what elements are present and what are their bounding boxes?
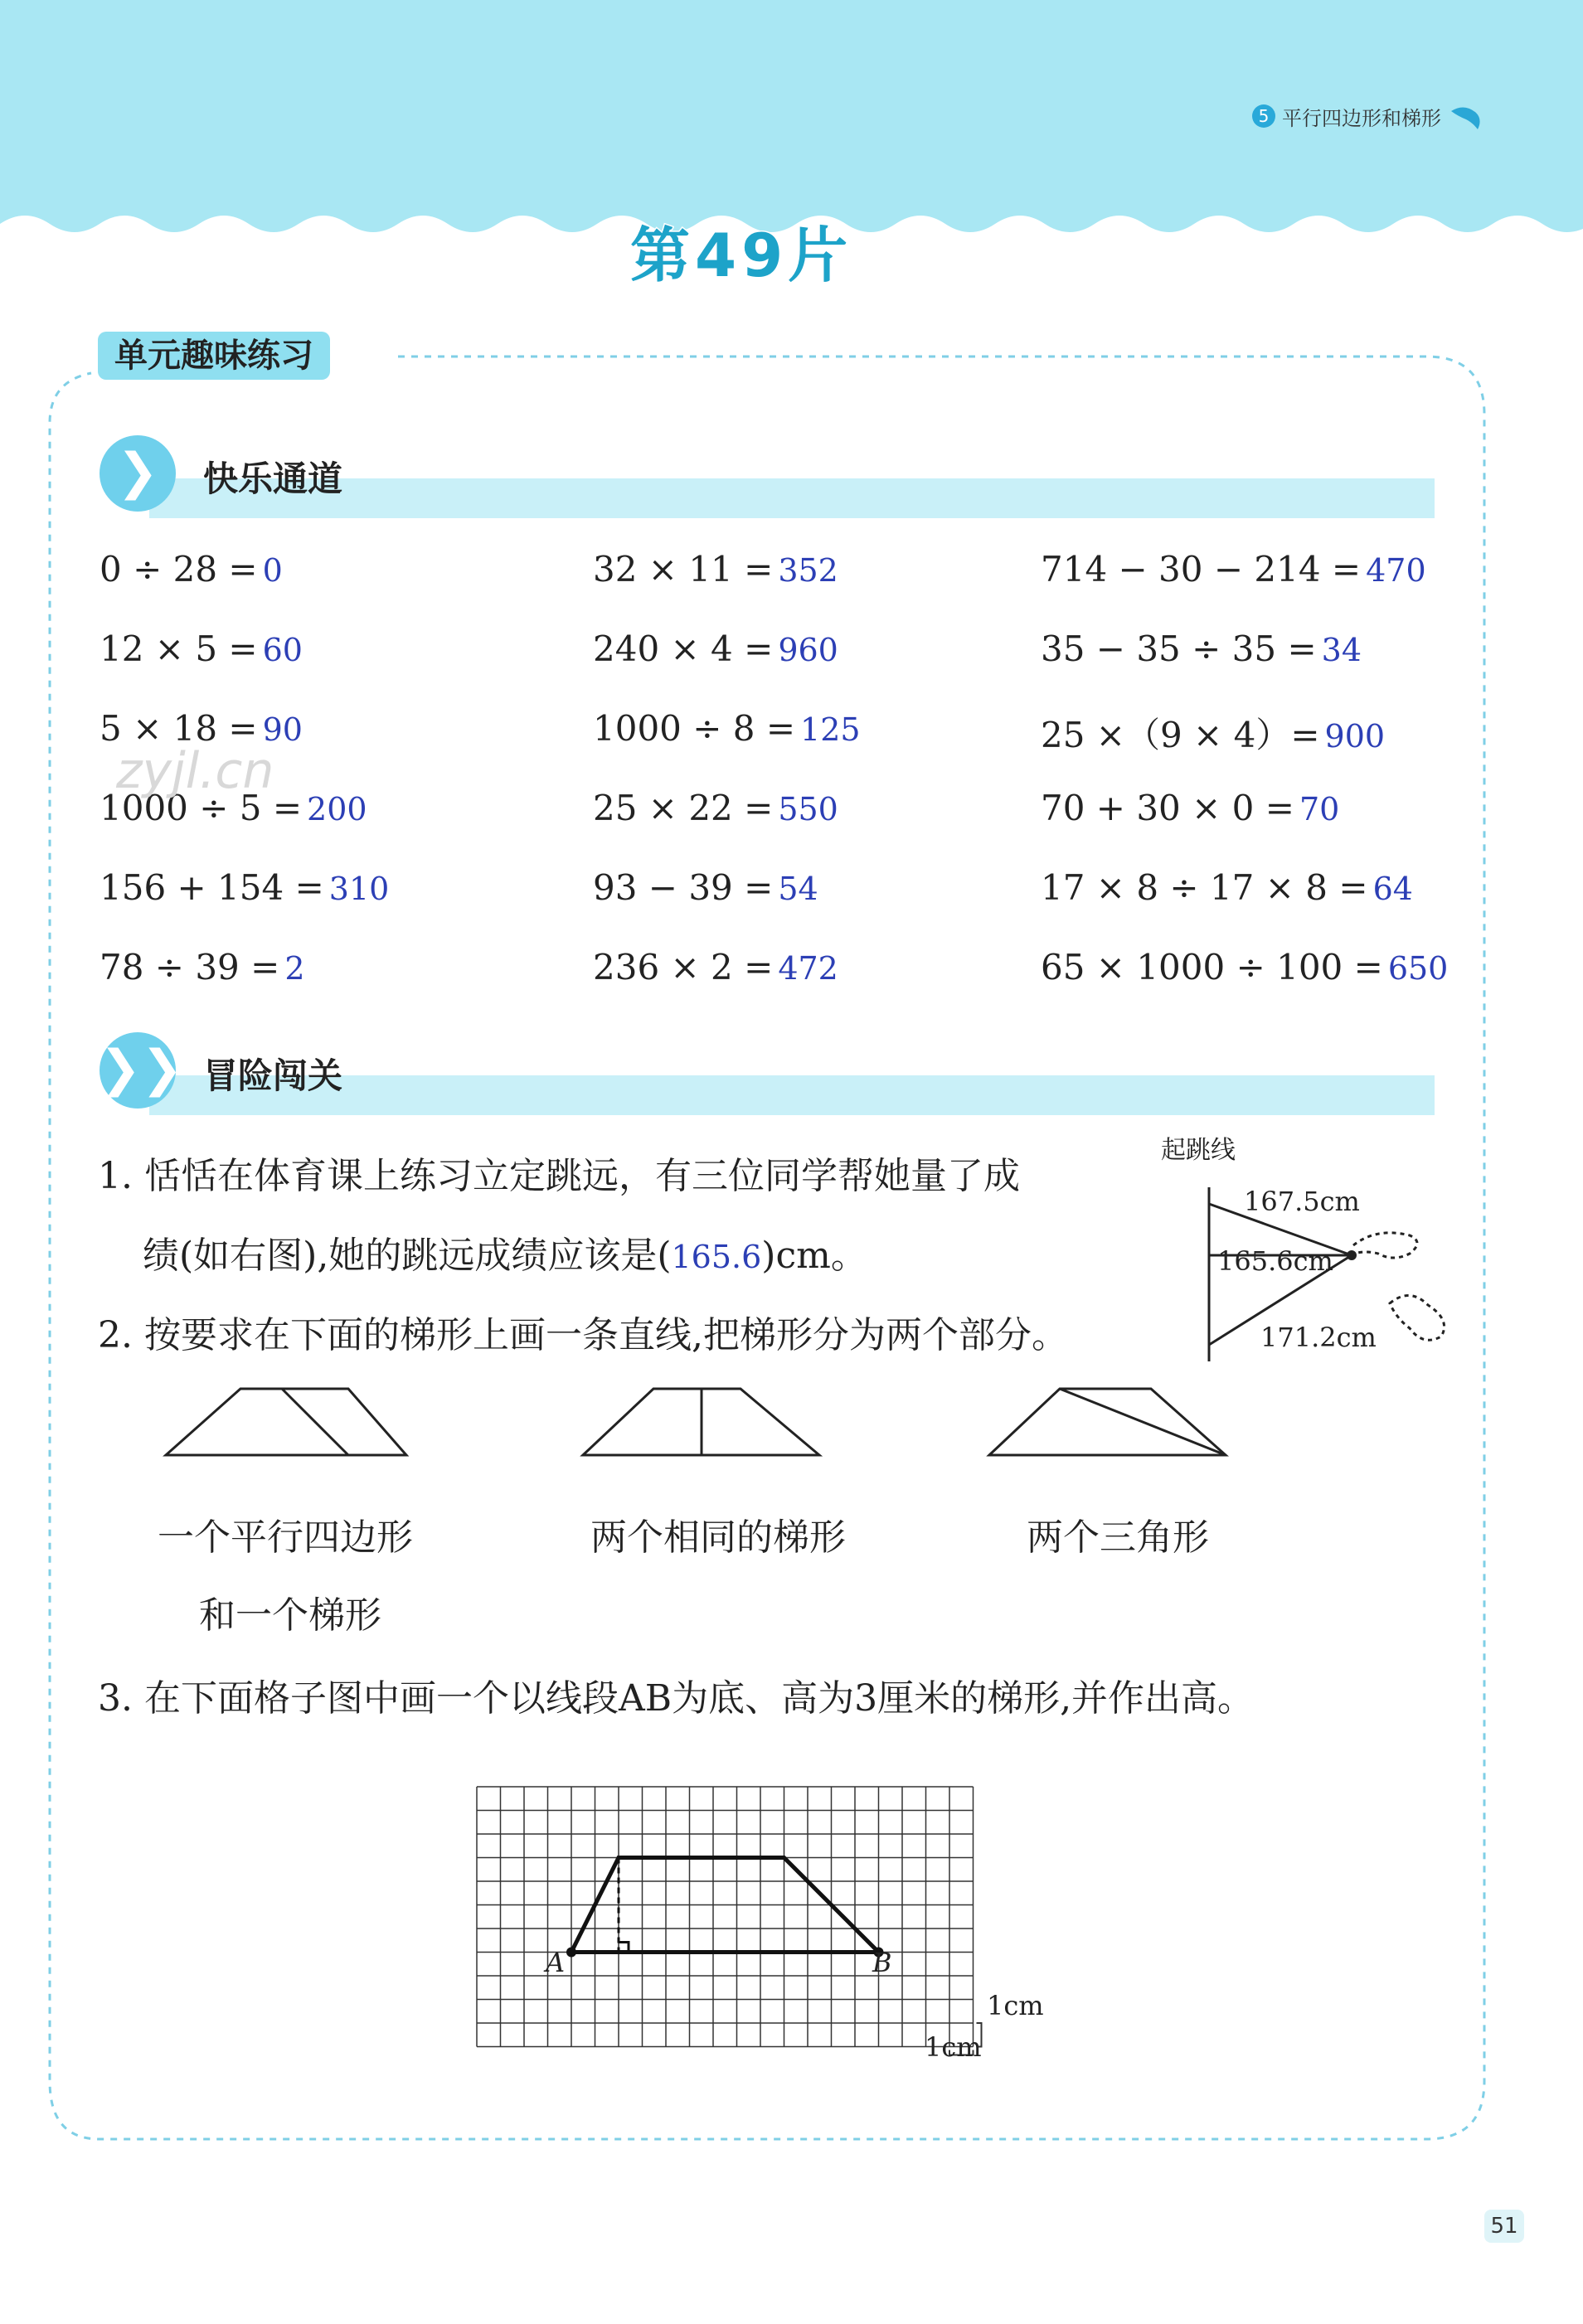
grid-figure	[473, 1783, 1053, 2064]
caption-3: 两个三角形	[1027, 1516, 1209, 1559]
subsection-title-happy: 快乐通道	[203, 458, 343, 499]
equation: 78 ÷ 39 = 2	[100, 947, 305, 987]
measure-label: 171.2cm	[1260, 1322, 1377, 1353]
equation: 714 − 30 − 214 = 470	[1041, 549, 1426, 589]
equation: 240 × 4 = 960	[593, 628, 838, 669]
page-title: 第49片	[630, 221, 853, 290]
question-1-answer: 165.6	[671, 1239, 762, 1275]
trapezoid-2	[579, 1385, 828, 1459]
equation: 70 + 30 × 0 = 70	[1041, 788, 1340, 828]
equation: 17 × 8 ÷ 17 × 8 = 64	[1041, 867, 1413, 908]
equation: 25 × 22 = 550	[593, 788, 838, 828]
point-b-label: B	[872, 1947, 892, 1978]
trapezoid-1	[162, 1385, 419, 1459]
equation: 1000 ÷ 8 = 125	[593, 708, 861, 749]
start-line-label: 起跳线	[1161, 1136, 1236, 1165]
equation: 0 ÷ 28 = 0	[100, 549, 283, 589]
grid-drawing	[473, 1783, 1053, 2064]
chapter-number: 5	[1252, 104, 1275, 128]
measure-label: 167.5cm	[1244, 1186, 1360, 1217]
equation: 5 × 18 = 90	[100, 708, 303, 749]
question-2: 2. 按要求在下面的梯形上画一条直线,把梯形分为两个部分。	[98, 1314, 1068, 1356]
question-3: 3. 在下面格子图中画一个以线段AB为底、高为3厘米的梯形,并作出高。	[98, 1677, 1255, 1720]
equation: 93 − 39 = 54	[593, 867, 818, 908]
equation: 1000 ÷ 5 = 200	[100, 788, 367, 828]
double-chevron-right-icon: ❯❯	[100, 1032, 176, 1109]
point-a-label: A	[546, 1947, 566, 1978]
bird-icon	[1448, 98, 1484, 134]
equation: 65 × 1000 ÷ 100 = 650	[1041, 947, 1449, 987]
unit-vertical-label: 1cm	[987, 1990, 1044, 2021]
chapter-label	[1252, 98, 1484, 134]
caption-2: 两个相同的梯形	[590, 1516, 846, 1559]
page-number: 51	[1484, 2210, 1524, 2243]
equation: 12 × 5 = 60	[100, 628, 303, 669]
unit-horizontal-label: 1cm	[925, 2031, 982, 2063]
equation: 32 × 11 = 352	[593, 549, 838, 589]
equation: 25 ×（9 × 4）= 900	[1041, 715, 1386, 755]
equation: 236 × 2 = 472	[593, 947, 838, 987]
chapter-title: 平行四边形和梯形	[1282, 106, 1441, 130]
equation: 156 + 154 = 310	[100, 867, 390, 908]
caption-1-cont: 和一个梯形	[199, 1594, 381, 1637]
long-jump-figure	[1161, 1129, 1476, 1378]
equation: 35 − 35 ÷ 35 = 34	[1041, 628, 1362, 669]
subsection-title-adventure: 冒险闯关	[203, 1055, 343, 1096]
watermark: zyjl.cn	[116, 742, 274, 800]
measure-label: 165.6cm	[1217, 1245, 1333, 1277]
question-1-line-2: 绩(如右图),她的跳远成绩应该是(165.6)cm。	[143, 1235, 867, 1277]
caption-1: 一个平行四边形	[158, 1516, 413, 1559]
section-tab: 单元趣味练习	[98, 332, 330, 380]
trapezoid-3	[985, 1385, 1234, 1459]
chevron-right-icon: ❯	[100, 435, 176, 512]
question-1-line-1: 1. 恬恬在体育课上练习立定跳远，有三位同学帮她量了成	[98, 1155, 1020, 1197]
